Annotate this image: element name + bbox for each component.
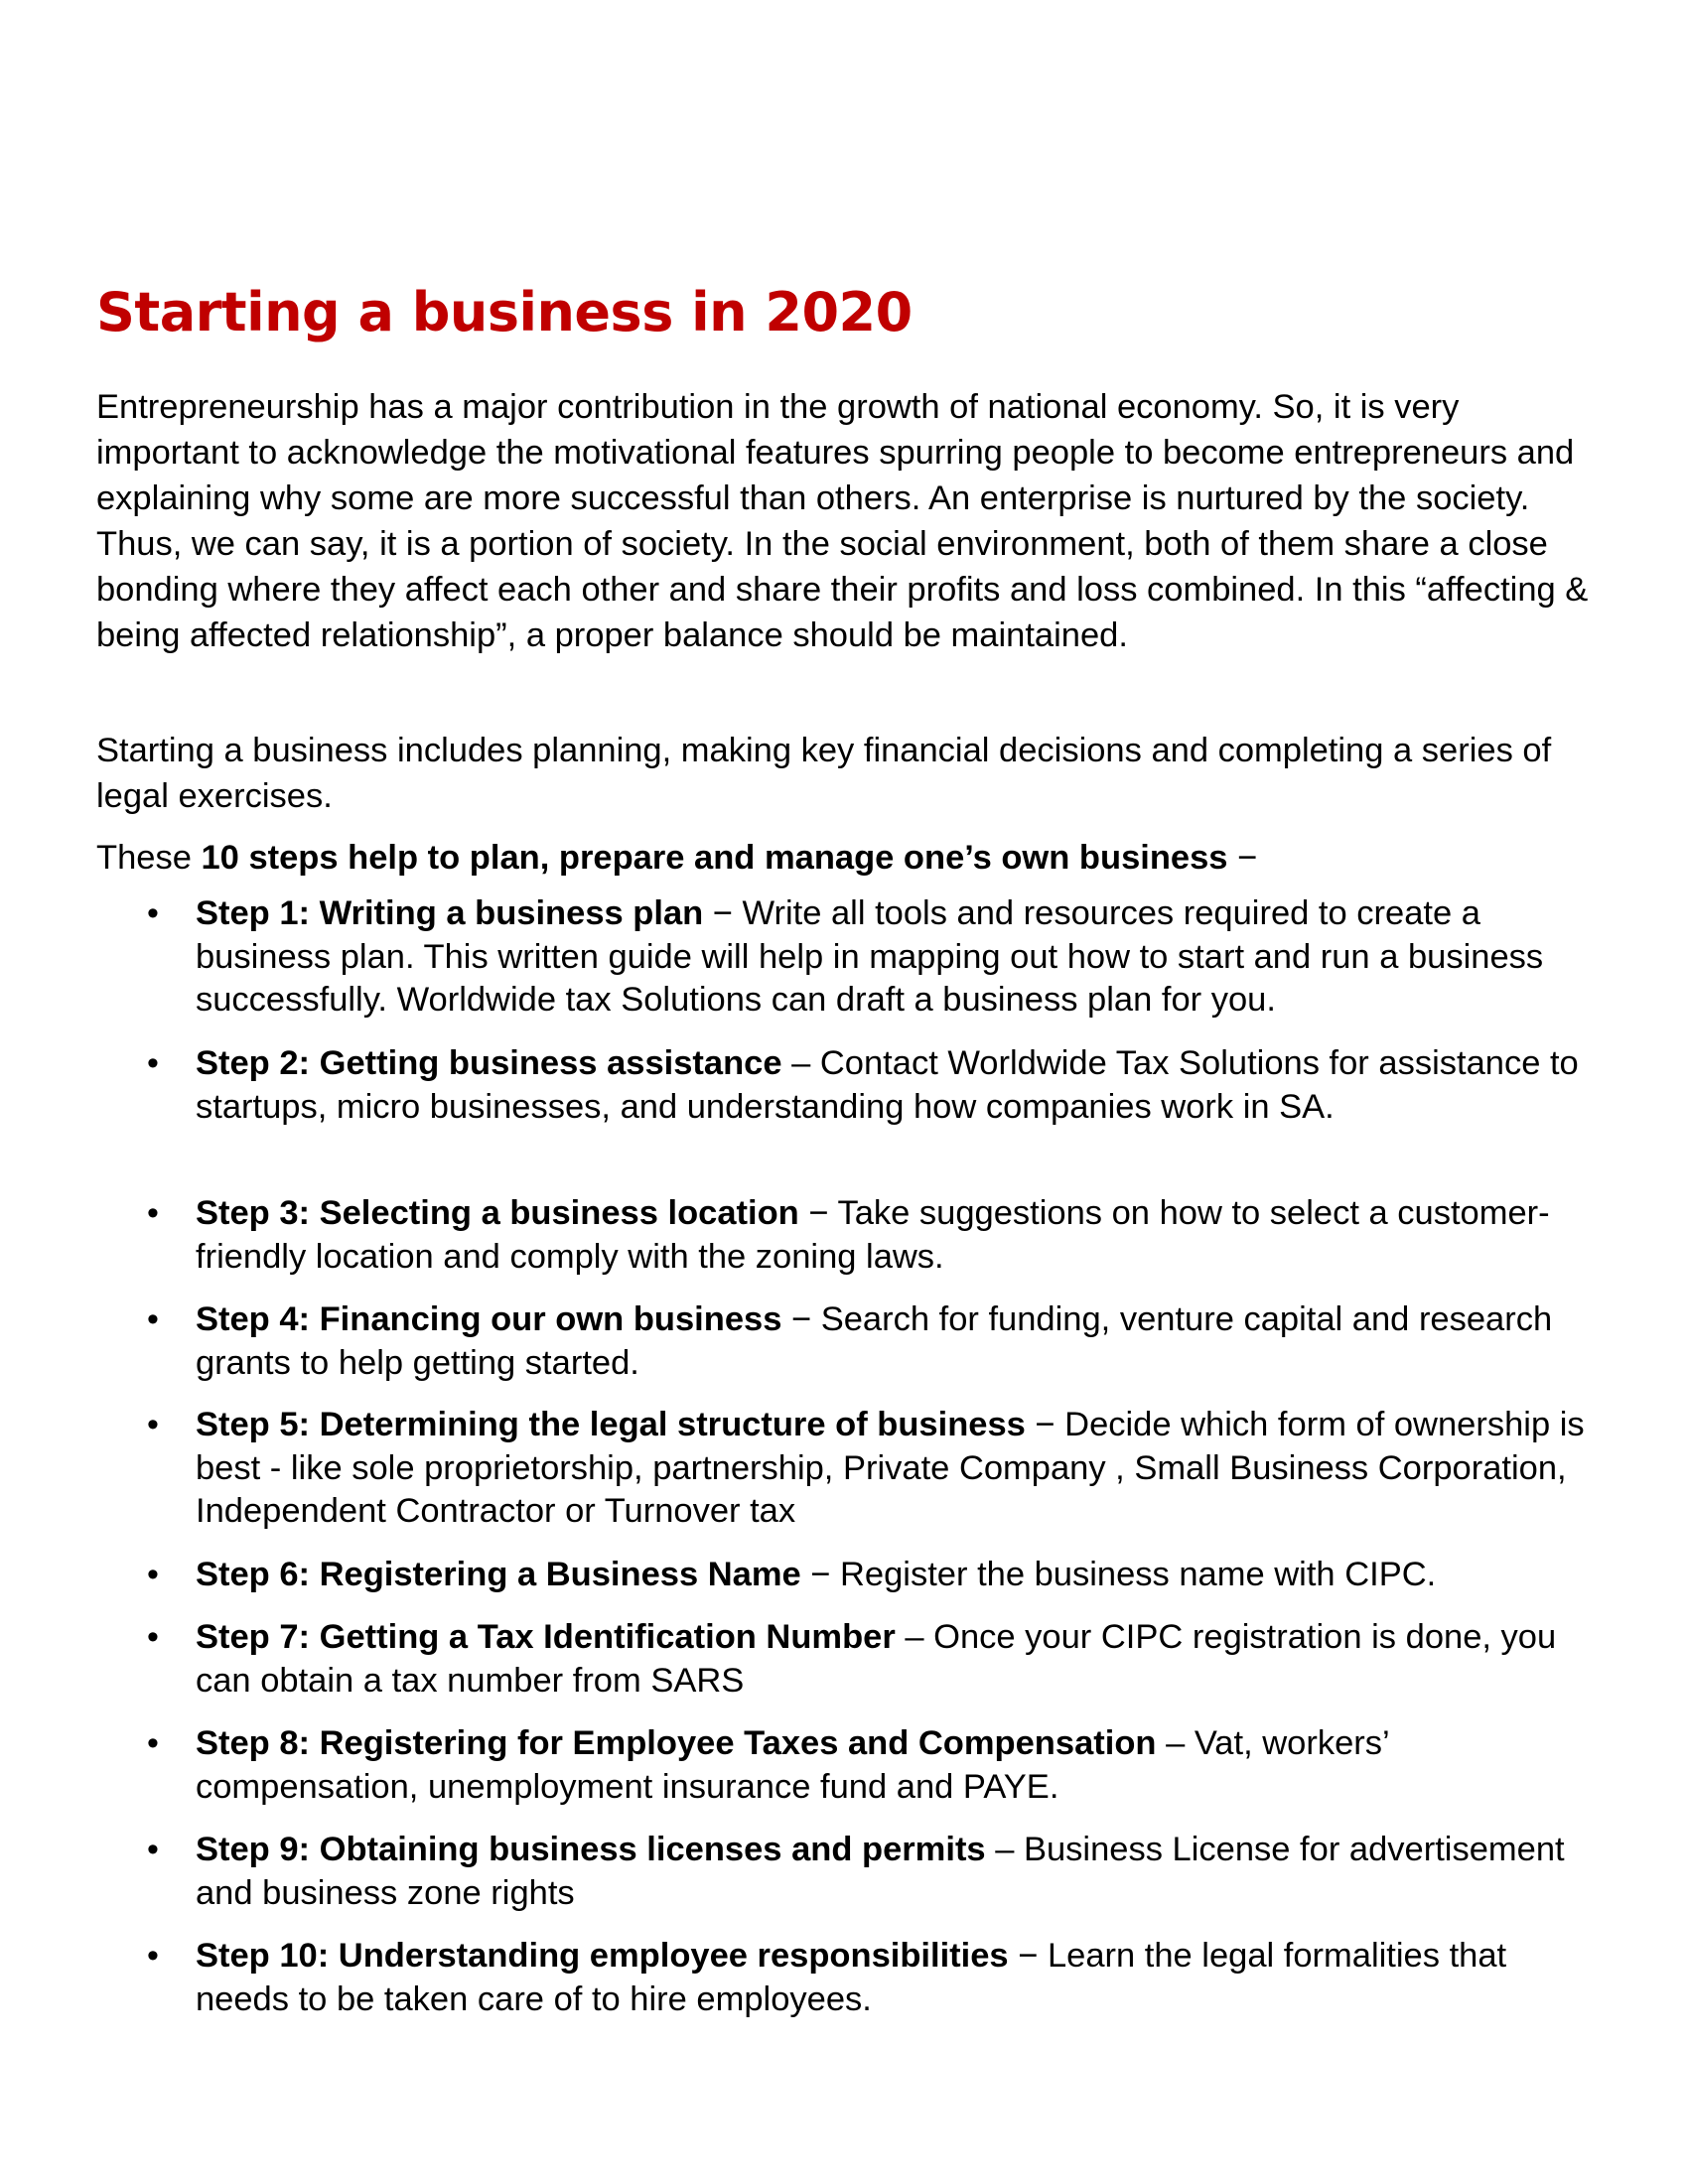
steps-intro-suffix: − [1227, 839, 1258, 877]
step-text [196, 1935, 1591, 2021]
step-description: – Vat, workers’ compensation, unemployment insurance fund and PAYE. [196, 1724, 1389, 1806]
bullet-icon: • [147, 894, 159, 932]
step-text [196, 1722, 1591, 1809]
steps-intro-prefix: These [96, 839, 202, 877]
step-title: Step 1: Writing a business plan [196, 894, 704, 932]
steps-intro [96, 835, 1596, 881]
bullet-icon: • [147, 1406, 159, 1443]
step-text [196, 1554, 1591, 1597]
step-text [196, 1192, 1591, 1279]
step-title: Step 6: Registering a Business Name [196, 1556, 801, 1593]
step-description: – Contact Worldwide Tax Solutions for assistance to startups, micro businesses, and understanding how companies work in SA. [196, 1044, 1579, 1126]
step-text [196, 892, 1591, 1023]
step-description: – Business License for advertisement and business zone rights [196, 1831, 1565, 1912]
intro-paragraph: Entrepreneurship has a major contribution in the growth of national economy. So, it is very important to acknowledge the motivational features spurring people to become entrepreneurs and explaining why some are more successful than others. An enterprise is nurtured by the society. Thus, we can say, it is a portion of society. In the social environment, both of them share a close bonding where they affect each other and share their profits and loss combined. In this “affecting & being affected relationship”, a proper balance should be maintained. [96, 388, 1589, 654]
bullet-icon: • [147, 1556, 159, 1593]
step-title: Step 9: Obtaining business licenses and permits [196, 1831, 986, 1868]
bullet-icon: • [147, 1194, 159, 1232]
step-title: Step 4: Financing our own business [196, 1300, 782, 1338]
steps-intro-bold: 10 steps help to plan, prepare and manage one’s own business [201, 839, 1228, 877]
bullet-icon: • [147, 1831, 159, 1868]
step-title: Step 2: Getting business assistance [196, 1044, 782, 1082]
step-description: − Write all tools and resources required to create a business plan. This written guide will help in mapping out how to start and run a business successfully. Worldwide tax Solutions can draft a business plan for you. [196, 894, 1544, 1019]
step-description: – Once your CIPC registration is done, you can obtain a tax number from SARS [196, 1618, 1557, 1700]
bullet-icon: • [147, 1300, 159, 1338]
step-text [196, 1829, 1591, 1915]
page-title: Starting a business in 2020 [96, 281, 913, 343]
step-description: − Search for funding, venture capital and research grants to help getting started. [196, 1300, 1553, 1382]
step-title: Step 3: Selecting a business location [196, 1194, 799, 1232]
step-text [196, 1042, 1591, 1129]
step-title: Step 5: Determining the legal structure of business [196, 1406, 1026, 1443]
bullet-icon: • [147, 1044, 159, 1082]
step-text [196, 1404, 1591, 1534]
step-title: Step 8: Registering for Employee Taxes and Compensation [196, 1724, 1157, 1762]
step-description: − Learn the legal formalities that needs to be taken care of to hire employees. [196, 1937, 1507, 2018]
step-title: Step 7: Getting a Tax Identification Number [196, 1618, 896, 1656]
step-text [196, 1298, 1591, 1385]
step-description: − Decide which form of ownership is best - like sole proprietorship, partnership, Private Company , Small Business Corporation, Independent Contractor or Turnover tax [196, 1406, 1585, 1530]
bullet-icon: • [147, 1618, 159, 1656]
bullet-icon: • [147, 1724, 159, 1762]
step-description: − Register the business name with CIPC. [800, 1556, 1437, 1593]
planning-paragraph: Starting a business includes planning, making key financial decisions and completing a series of legal exercises. [96, 732, 1552, 815]
step-description: − Take suggestions on how to select a customer-friendly location and comply with the zoning laws. [196, 1194, 1550, 1276]
bullet-icon: • [147, 1937, 159, 1975]
step-title: Step 10: Understanding employee responsibilities [196, 1937, 1009, 1975]
step-text [196, 1616, 1591, 1703]
